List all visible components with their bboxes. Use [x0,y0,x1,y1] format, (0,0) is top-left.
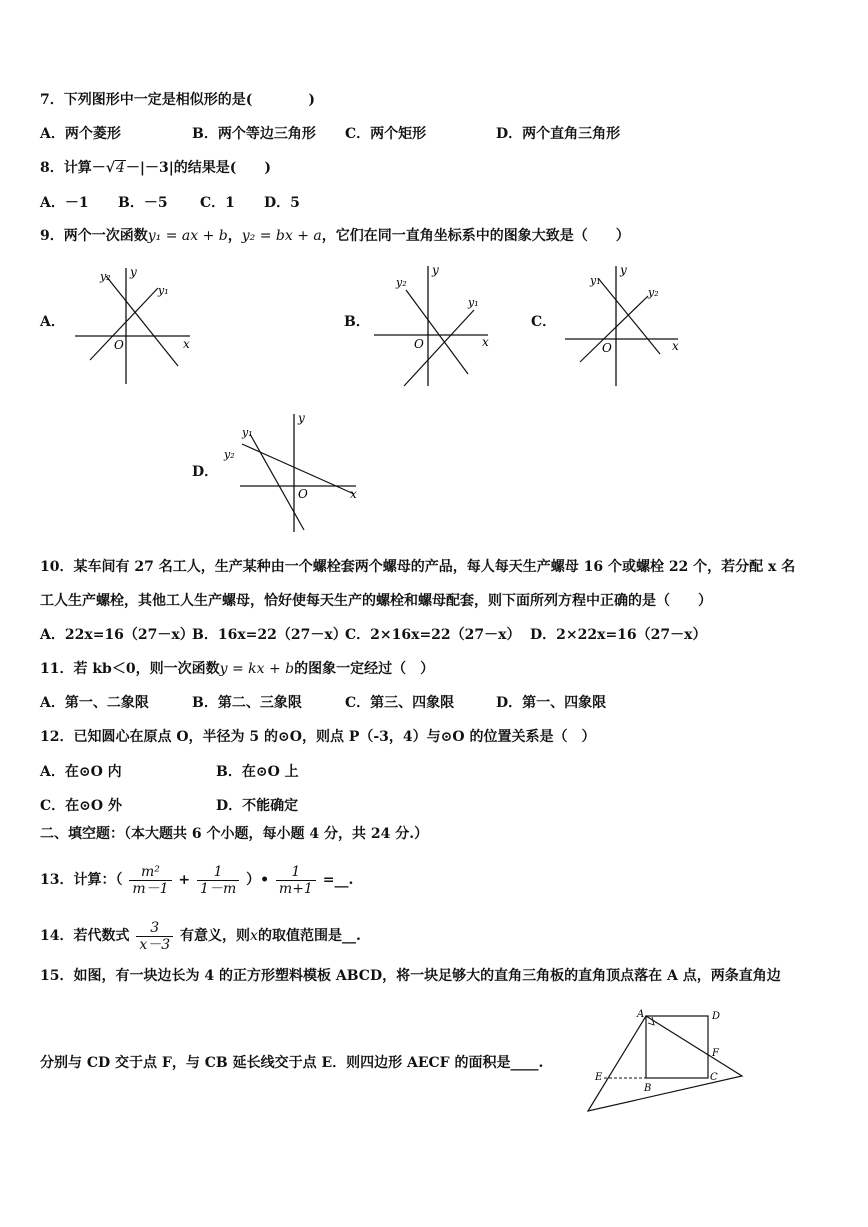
line-y2 [580,296,648,362]
q12-stem: 12．已知圆心在原点 O，半径为 5 的⊙O，则点 P（-3，4）与⊙O 的位置关系是（ ） [40,729,596,745]
x-axis-label: x [350,487,357,501]
square-abcd [646,1016,708,1078]
line-y1 [250,434,304,530]
q11-func: y = kx + b [219,661,295,677]
q7-option-a: A．两个菱形 [40,126,121,142]
q9-graph-c [562,262,684,387]
q9-graph-b [370,262,500,387]
q13-fraction-2: $\frac{1}{1-m}$ [197,864,239,897]
y2-label: y₂ [648,286,659,299]
origin-label: O [602,341,612,355]
y-axis-label: y [130,265,137,279]
y2-label: y₂ [100,270,111,283]
x-axis-label: x [672,339,679,353]
q9-option-c-label: C． [531,314,557,330]
q8-radicand: 4 [115,160,125,176]
q8-stem: 8．计算－√4－|－3|的结果是( ) [40,160,272,176]
q9-option-b-label: B． [344,314,370,330]
q13-stem: 13．计算：（ $\frac{\text{m²}}{m-1}$ + $\frac{1}{1-m}$ ）• $\frac{1}{m+1}$ =__. [40,863,354,897]
q8-option-c: C．1 [200,195,235,211]
q7-option-b: B．两个等边三角形 [192,126,316,142]
q11-option-a: A．第一、二象限 [40,695,149,711]
q9-func2: y₂ = bx + a [241,228,322,244]
q12-option-a: A．在⊙O 内 [40,764,122,780]
q9-graph-a [70,262,200,387]
y-axis-label: y [620,263,627,277]
label-f: F [712,1048,719,1059]
q8-option-b: B．－5 [118,195,168,211]
y1-label: y₁ [242,426,253,439]
right-triangle [588,1016,742,1111]
q9-option-a-label: A． [40,314,65,330]
q8-option-d: D．5 [264,195,300,211]
y1-label: y₁ [590,274,601,287]
y2-label: y₂ [396,276,407,289]
x-axis-label: x [183,337,190,351]
y2-label: y₂ [224,448,235,461]
origin-label: O [414,337,424,351]
origin-label: O [114,338,124,352]
q10-option-d: D．2×22x=16（27－x） [530,627,707,643]
q9-graph-d [222,410,362,534]
q13-fraction-3: $\frac{1}{m+1}$ [276,864,316,897]
q7-option-c: C．两个矩形 [345,126,427,142]
q10-option-a: A．22x=16（27－x） [40,627,194,643]
q10-line2: 工人生产螺栓，其他工人生产螺母，恰好使每天生产的螺栓和螺母配套，则下面所列方程中正确的是（ ） [40,593,712,609]
q11-option-b: B．第二、三象限 [192,695,302,711]
y-axis-label: y [298,411,305,425]
q12-option-b: B．在⊙O 上 [216,764,299,780]
q15-line2: 分别与 CD 交于点 F，与 CB 延长线交于点 E．则四边形 AECF 的面积是____. [40,1055,544,1071]
x-axis-label: x [482,335,489,349]
q8-option-a: A．－1 [40,195,89,211]
line-y2 [406,290,468,374]
q14-stem: 14．若代数式 $\frac{3}{x-3}$ 有意义，则x的取值范围是__. [40,919,361,953]
y-axis-label: y [432,263,439,277]
q10-option-c: C．2×16x=22（27－x） [345,627,521,643]
q13-fraction-1: $\frac{\text{m²}}{m-1}$ [129,864,171,897]
q11-option-d: D．第一、四象限 [496,695,607,711]
q7-stem: 7．下列图形中一定是相似形的是( ) [40,92,315,108]
label-a: A [637,1009,645,1020]
q11-option-c: C．第三、四象限 [345,695,455,711]
q15-figure [582,1005,748,1115]
q12-option-c: C．在⊙O 外 [40,798,122,814]
q12-option-d: D．不能确定 [216,798,299,814]
y1-label: y₁ [468,296,479,309]
q14-fraction: $\frac{3}{x-3}$ [136,920,173,953]
q9-func1: y₁ = ax + b [147,228,228,244]
q15-line1: 15．如图，有一块边长为 4 的正方形塑料模板 ABCD，将一块足够大的直角三角板的直角顶点落在 A 点，两条直角边 [40,968,781,984]
y1-label: y₁ [158,284,169,297]
q10-option-b: B．16x=22（27－x） [192,627,347,643]
q11-stem: 11．若 kb＜0，则一次函数y = kx + b的图象一定经过（ ） [40,661,435,677]
label-b: B [644,1083,652,1094]
label-d: D [712,1011,721,1022]
origin-label: O [298,487,308,501]
q9-stem: 9．两个一次函数y₁ = ax + b，y₂ = bx + a，它们在同一直角坐标系中的图象大致是（ ） [40,228,630,244]
q9-option-d-label: D． [192,464,219,480]
section-2-heading: 二、填空题：（本大题共 6 个小题，每小题 4 分，共 24 分.） [40,826,429,842]
label-c: C [710,1072,718,1083]
q10-line1: 10．某车间有 27 名工人，生产某种由一个螺栓套两个螺母的产品，每人每天生产螺母 16 个或螺栓 22 个，若分配 x 名 [40,559,796,575]
q7-option-d: D．两个直角三角形 [496,126,621,142]
label-e: E [595,1072,603,1083]
